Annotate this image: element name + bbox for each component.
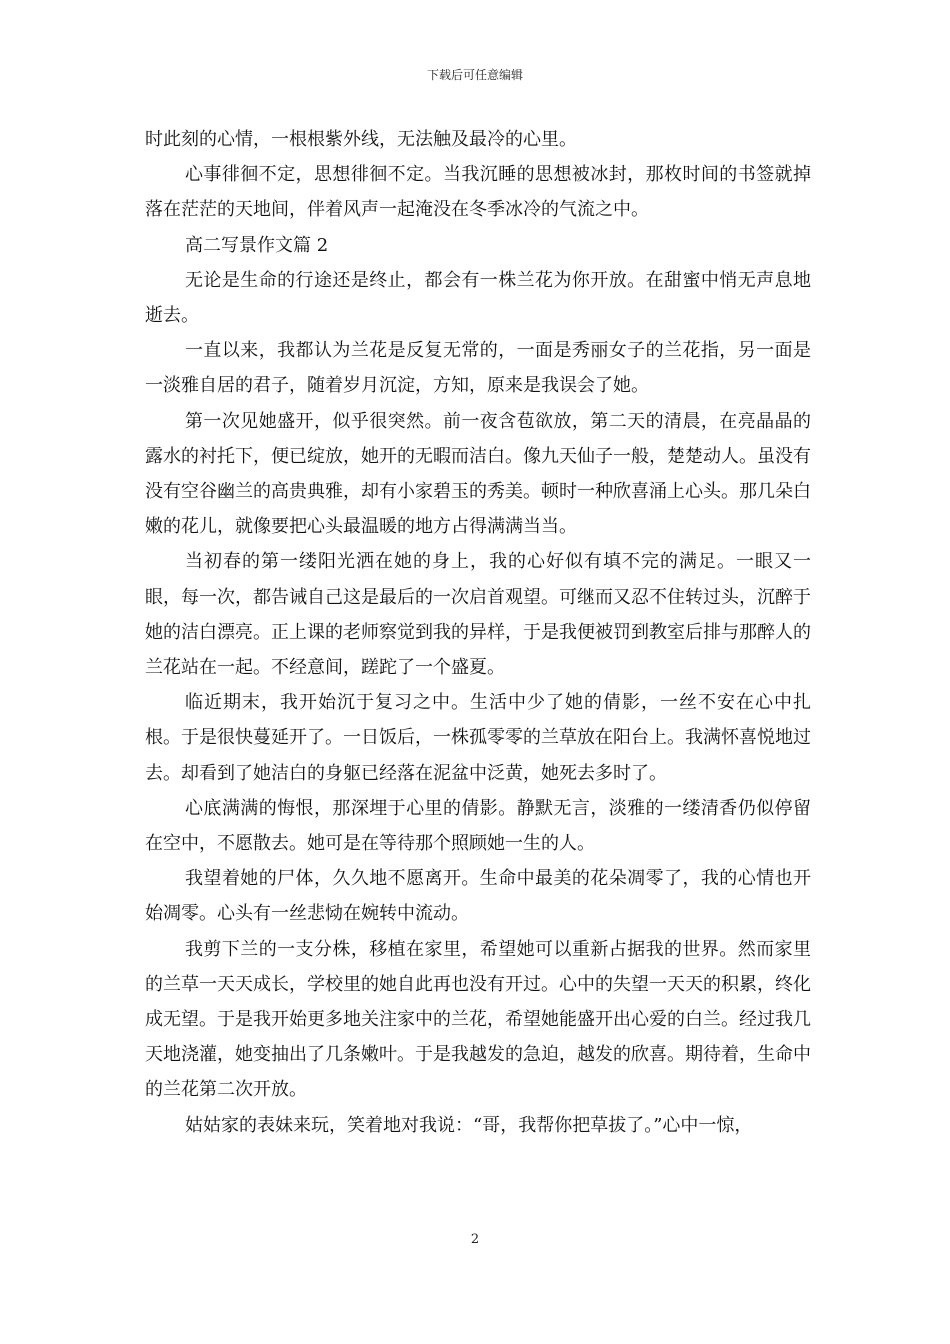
section-heading: 高二写景作文篇 2 — [185, 234, 329, 256]
page-header: 下载后可任意编辑 — [426, 68, 523, 82]
paragraph: 第一次见她盛开，似乎很突然。前一夜含苞欲放，第二天的清晨，在亮晶晶的露水的衬托下，便已绽放，她开的无暇而洁白。像九天仙子一般，楚楚动人。虽没有没有空谷幽兰的高贵典雅，却有小家碧玉的秀美。顿时一种欣喜涌上心头。那几朵白嫩的花儿，就像要把心头最温暖的地方占得满满当当。 — [145, 410, 811, 538]
paragraph: 心底满满的悔恨，那深埋于心里的倩影。静默无言，淡雅的一缕清香仍似停留在空中，不愿散去。她可是在等待那个照顾她一生的人。 — [145, 797, 811, 855]
paragraph-continuation: 时此刻的心情，一根根紫外线，无法触及最冷的心里。 — [145, 129, 577, 150]
paragraph: 一直以来，我都认为兰花是反复无常的，一面是秀丽女子的兰花指，另一面是一淡雅自居的君子，随着岁月沉淀，方知，原来是我误会了她。 — [145, 340, 811, 397]
paragraph: 无论是生命的行途还是终止，都会有一株兰花为你开放。在甜蜜中悄无声息地逝去。 — [145, 269, 811, 327]
paragraph: 当初春的第一缕阳光洒在她的身上，我的心好似有填不完的满足。一眼又一眼，每一次，都告诫自己这是最后的一次启首观望。可继而又忍不住转过头，沉醉于她的洁白漂亮。正上课的老师察觉到我的异样，于是我便被罚到教室后排与那醉人的兰花站在一起。不经意间，蹉跎了一个盛夏。 — [145, 551, 811, 679]
paragraph: 临近期末，我开始沉于复习之中。生活中少了她的倩影，一丝不安在心中扎根。于是很快蔓延开了。一日饭后，一株孤零零的兰草放在阳台上。我满怀喜悦地过去。却看到了她洁白的身躯已经落在泥盆中泛黄，她死去多时了。 — [145, 692, 811, 784]
paragraph: 心事徘徊不定，思想徘徊不定。当我沉睡的思想被冰封，那枚时间的书签就掉落在茫茫的天地间，伴着风声一起淹没在冬季冰冷的气流之中。 — [145, 164, 811, 221]
paragraph: 我望着她的尸体，久久地不愿离开。生命中最美的花朵凋零了，我的心情也开始凋零。心头有一丝悲恸在婉转中流动。 — [145, 868, 811, 925]
paragraph: 姑姑家的表妹来玩，笑着地对我说：“哥，我帮你把草拔了。”心中一惊， — [185, 1114, 753, 1136]
document-body — [145, 122, 811, 1143]
paragraph: 我剪下兰的一支分株，移植在家里，希望她可以重新占据我的世界。然而家里的兰草一天天成长，学校里的她自此再也没有开过。心中的失望一天天的积累，终化成无望。于是我开始更多地关注家中的兰花，希望她能盛开出心爱的白兰。经过我几天地浇灌，她变抽出了几条嫩叶。于是我越发的急迫，越发的欣喜。期待着，生命中的兰花第二次开放。 — [145, 938, 811, 1101]
page-number: 2 — [470, 1232, 480, 1247]
